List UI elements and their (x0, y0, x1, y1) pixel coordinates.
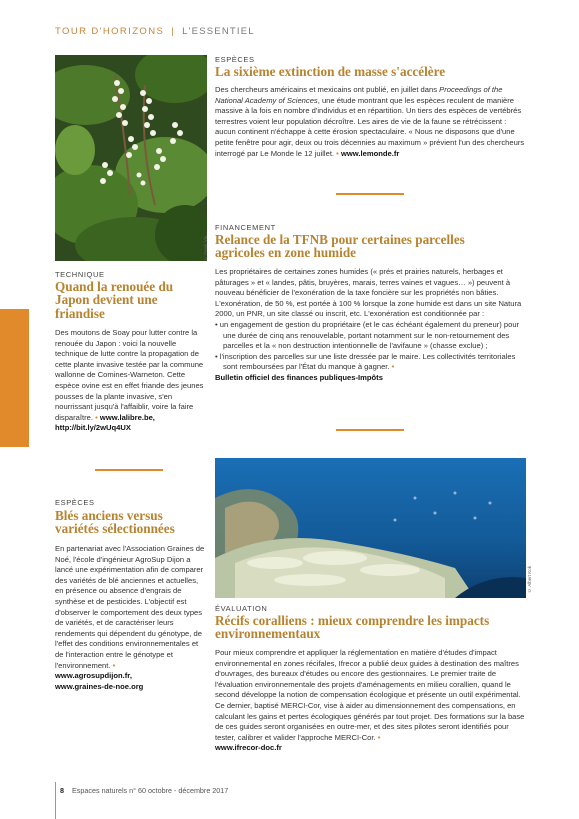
header-separator: | (171, 26, 176, 37)
recifs-title: Récifs coralliens : mieux comprendre les impacts environnementaux (215, 613, 490, 642)
footer-rule (55, 782, 56, 819)
recifs-body (215, 648, 527, 754)
coral-reef-photo (215, 458, 526, 598)
knotweed-photo (55, 55, 207, 261)
extinction-body (215, 85, 527, 159)
divider-rule (336, 429, 404, 431)
divider-rule (95, 469, 163, 471)
bles-text: En partenariat avec l'Association Graines de Noé, l'école d'ingénieur AgroSup Dijon a lancé une expérimentation afin de comparer des variétés de blé anciennes et actuelles, en présence ou absence d'engrais de synthèse et de pesticides. L'objectif est d'observer le comportement des deux types de variétés, et de caractériser leurs rendements qui dépendent du génotype, de l'effet des conditions environnementales et de l'interaction entre le génotype et l'environnement. (55, 544, 205, 670)
photo1-credit: © Frank Vin... (203, 232, 208, 262)
recifs-kicker: ÉVALUATION (215, 604, 268, 613)
extinction-text: Des chercheurs américains et mexicains ont publié, en juillet dans (215, 85, 438, 94)
bullet-dot: • (336, 148, 339, 158)
bullet-dot: • (95, 412, 98, 422)
tfnb-body (215, 267, 527, 384)
photo2-credit: © Albert Kok (527, 566, 532, 593)
extinction-journal: Proceedings of the National Academy of Sciences (215, 85, 503, 105)
bullet-dot: • (377, 732, 381, 742)
header-section: TOUR D'HORIZONS (55, 26, 165, 37)
recifs-link[interactable]: www.ifrecor-doc.fr (215, 743, 282, 753)
divider-rule (336, 193, 404, 195)
tfnb-bullet-2 (215, 352, 527, 373)
tfnb-title: Relance de la TFNB pour certaines parcelles agricoles en zone humide (215, 232, 465, 261)
extinction-text-rest: , une étude montrant que les espèces reculent de manière massive à la fois en nombre d'individus et en répartition. Un tiers des espèces de vertébrés terrestres voient leur population décroître. Les aires de vie de la faune se rétrécissent : aucun continent n'échappe à cette érosion spectaculaire. « Nous ne disposons que d'une petite fenêtre pour agir, deux ou trois décennies au maximum » prévient l'un des chercheurs interrogé par Le Monde le 12 juillet. (215, 95, 525, 158)
renouee-kicker: TECHNIQUE (55, 270, 105, 279)
extinction-kicker: ESPÈCES (215, 55, 255, 64)
footer-text: Espaces naturels n° 60 octobre - décembre 2017 (72, 786, 229, 795)
extinction-link[interactable]: www.lemonde.fr (340, 148, 400, 158)
renouee-body (55, 328, 205, 434)
tfnb-bullet-1: • un engagement de gestion du propriétaire (et le cas échéant également du preneur) pour une durée de cinq ans renouvelable, portant notamment sur le non-retournement des parcelles et la « non destruction intentionnelle de l'avifaune » (chasse exclue) ; (215, 319, 520, 351)
extinction-title: La sixième extinction de masse s'accélère (215, 64, 446, 79)
tfnb-kicker: FINANCEMENT (215, 223, 276, 232)
renouee-link[interactable]: www.lalibre.be, http://bit.ly/2wUq4UX (55, 412, 155, 433)
bles-title: Blés anciens versus variétés sélectionnées (55, 508, 175, 537)
page-footer (60, 786, 228, 795)
page-number: 8 (60, 786, 64, 795)
bles-link-2[interactable]: www.graines-de-noe.org (55, 681, 144, 691)
side-tab-accent (0, 309, 29, 447)
header-subsection: L'ESSENTIEL (182, 26, 255, 37)
tfnb-intro: Les propriétaires de certaines zones humides (« prés et prairies naturels, herbages et pâturages » et « landes, pâtis, bruyères, marais, terres vaines et vagues… ») peuvent à nouveau bénéficier de l'exonération de la taxe foncière sur les propriétés non bâties. L'exonération, de 50 %, est portée à 100 % lorsque la zone humide est dans un site Natura 2000, un PNR, un site classé ou inscrit, etc. L'exonération est conditionnée par : (215, 267, 522, 319)
running-header (55, 26, 255, 37)
bles-body (55, 544, 205, 692)
bullet-dot: • (112, 660, 116, 670)
bles-kicker: ESPÈCES (55, 498, 95, 507)
renouee-title: Quand la renouée du Japon devient une friandise (55, 279, 174, 321)
bles-link-1[interactable]: www.agrosupdijon.fr, (55, 671, 132, 681)
bullet-dot: • (391, 362, 395, 372)
renouee-text: Des moutons de Soay pour lutter contre la renouée du Japon : voici la nouvelle technique de lutte contre la propagation de cette plante invasive testée par la commune wallonne de Comines-Warneton. Cette espèce ovine est en effet friande des jeunes pousses de la plante invasive, s'en nourrissant jusqu'à l'affaiblir, voire la faire disparaître. (55, 328, 204, 422)
tfnb-link[interactable]: Bulletin officiel des finances publiques-Impôts (215, 372, 383, 382)
recifs-text: Pour mieux comprendre et appliquer la réglementation en matière d'études d'impact environnemental en zones récifales, Ifrecor a publié deux guides à destination des maîtres d'ouvrages, des bureaux d'études ou encore des gestionnaires. Le premier traite de l'évaluation environnementale des projets d'aménagements en milieu corallien, quand le second développe la notion de compensation écologique et présente un outil expérimental. Ce dernier, baptisé MERCI-Cor, vise à aider au dimensionnement des compensations, en calculant les gains et pertes écologiques générés par tout projet. Des formations sur la base de ces guides seront organisées en outre-mer, et des sites pilotes seront identifiés pour tester, calibrer et valider l'approche MERCI-Cor. (215, 648, 525, 742)
tfnb-bullet-2-text: • l'inscription des parcelles sur une liste dressée par le maire. Les collectivités territoriales sont remboursées par l'État du manque à gagner. (215, 351, 516, 372)
